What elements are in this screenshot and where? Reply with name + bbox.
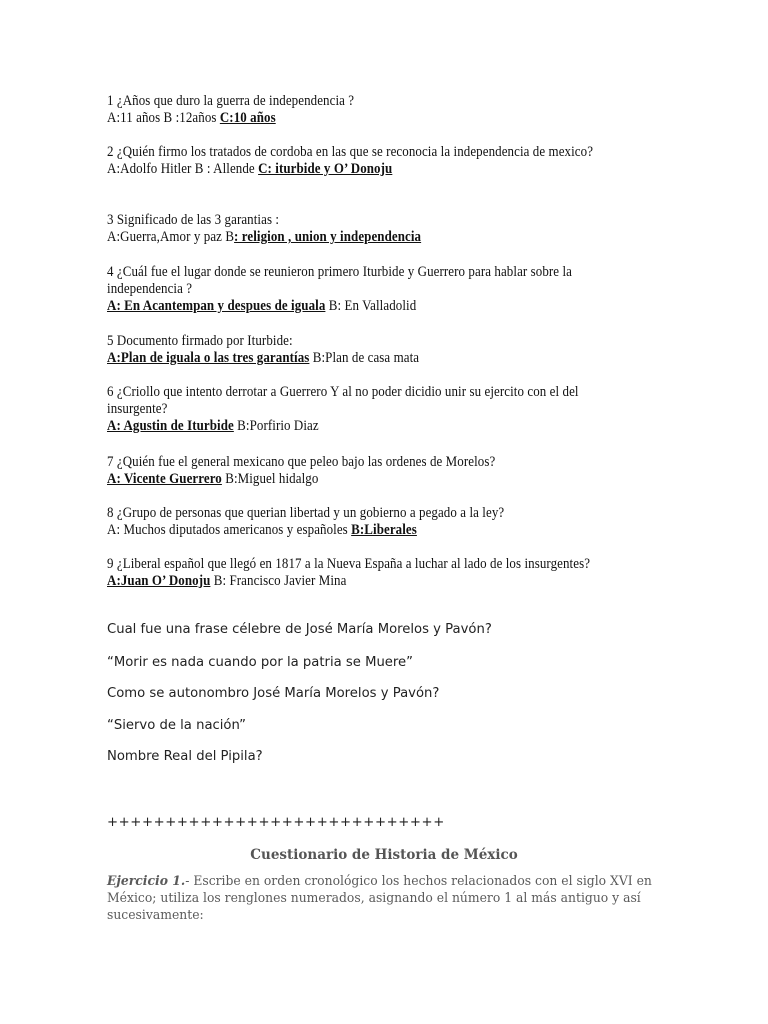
extra-question-morelos-frase: Cual fue una frase célebre de José María Morelos y Pavón? xyxy=(107,622,492,637)
separator-line: +++++++++++++++++++++++++++++ xyxy=(107,815,445,830)
answer-line xyxy=(107,471,611,488)
correct-answer: A:Juan O’ Donoju xyxy=(107,573,211,589)
question-text: 3 Significado de las 3 garantias : xyxy=(107,212,280,228)
answer-line xyxy=(107,110,611,127)
question-8 xyxy=(107,505,611,539)
options-after: B: Francisco Javier Mina xyxy=(210,573,347,589)
answer-line xyxy=(107,161,611,178)
answer-line xyxy=(107,298,611,315)
correct-answer: A: En Acantempan y despues de iguala xyxy=(107,298,326,314)
extra-question-morelos-nombre: Como se autonombro José María Morelos y Pavón? xyxy=(107,686,440,701)
options-before: A:11 años B :12años xyxy=(107,110,220,126)
correct-answer: C: iturbide y O’ Donoju xyxy=(258,161,393,177)
answer-line xyxy=(107,229,611,246)
options-after: B:Porfirio Diaz xyxy=(233,418,319,434)
question-1 xyxy=(107,93,611,127)
options-before: A:Guerra,Amor y paz B xyxy=(107,229,235,245)
question-text: 5 Documento firmado por Iturbide: xyxy=(107,333,293,349)
correct-answer: B:Liberales xyxy=(351,522,417,538)
answer-line xyxy=(107,350,611,367)
exercise-1 xyxy=(107,873,684,924)
question-text: 8 ¿Grupo de personas que querian libertad y un gobierno a pegado a la ley? xyxy=(107,505,505,521)
question-text: 2 ¿Quién firmo los tratados de cordoba en las que se reconocia la independencia de mexico? xyxy=(107,144,594,160)
question-text: 6 ¿Criollo que intento derrotar a Guerrero Y al no poder dicidio unir su ejercito con el del insurgente? xyxy=(107,384,579,417)
question-2 xyxy=(107,144,611,178)
question-4 xyxy=(107,264,611,315)
correct-answer: A: Agustin de Iturbide xyxy=(107,418,234,434)
question-text: 1 ¿Años que duro la guerra de independencia ? xyxy=(107,93,355,109)
answer-line xyxy=(107,418,611,435)
exercise-label: Ejercicio 1. xyxy=(107,874,186,889)
extra-answer-morelos-frase: “Morir es nada cuando por la patria se Muere” xyxy=(107,655,413,670)
question-text: 4 ¿Cuál fue el lugar donde se reunieron primero Iturbide y Guerrero para hablar sobre la independencia ? xyxy=(107,264,573,297)
options-before: A:Adolfo Hitler B : Allende xyxy=(107,161,259,177)
options-after: B:Miguel hidalgo xyxy=(221,471,319,487)
answer-line xyxy=(107,573,611,590)
options-after: B:Plan de casa mata xyxy=(309,350,420,366)
question-text: 7 ¿Quién fue el general mexicano que peleo bajo las ordenes de Morelos? xyxy=(107,454,496,470)
correct-answer: : religion , union y independencia xyxy=(234,229,422,245)
extra-question-pipila: Nombre Real del Pipila? xyxy=(107,749,263,764)
correct-answer: C:10 años xyxy=(219,110,276,126)
question-7 xyxy=(107,454,611,488)
correct-answer: A: Vicente Guerrero xyxy=(107,471,222,487)
question-6 xyxy=(107,384,611,435)
options-after: B: En Valladolid xyxy=(325,298,417,314)
extra-answer-morelos-nombre: “Siervo de la nación” xyxy=(107,718,246,733)
question-9 xyxy=(107,556,611,590)
cuestionario-title: Cuestionario de Historia de México xyxy=(250,847,518,863)
question-text: 9 ¿Liberal español que llegó en 1817 a la Nueva España a luchar al lado de los insurgentes? xyxy=(107,556,591,572)
options-before: A: Muchos diputados americanos y españoles xyxy=(107,522,352,538)
question-5 xyxy=(107,333,611,367)
question-3 xyxy=(107,212,611,246)
answer-line xyxy=(107,522,611,539)
correct-answer: A:Plan de iguala o las tres garantías xyxy=(107,350,310,366)
exercise-text: - Escribe en orden cronológico los hechos relacionados con el siglo XVI en México; utiliza los renglones numerados, asignando el número 1 al más antiguo y así sucesivamente: xyxy=(107,874,652,923)
